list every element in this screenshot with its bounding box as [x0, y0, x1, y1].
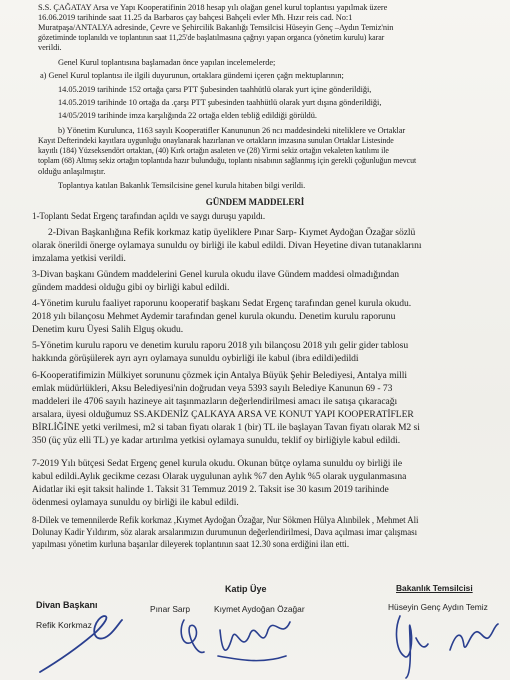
agenda-heading: GÜNDEM MADDELERİ — [205, 197, 305, 207]
bakanlik-title: Bakanlık Temsilcisi — [396, 583, 473, 593]
item-2-line-3: imzalama yetkisi verildi. — [32, 253, 126, 264]
katip-name-2: Kıymet Aydoğan Özağar — [214, 604, 305, 614]
handwritten-signatures — [0, 560, 510, 680]
item-4-line-2: 2018 yılı bilançosu Mehmet Aydemir tarafından genel kurula okundu. Denetim kurulu raporunu — [32, 311, 396, 322]
item-8-line-1: 8-Dilek ve temennilerde Refik korkmaz ,Kıymet Aydoğan Özağar, Nur Sökmen Hülya Alınbilek , Mehmet Ali — [32, 515, 419, 525]
prep-line-1: Genel Kurul toplantısına başlamadan önce yapılan incelemelerde; — [58, 58, 276, 67]
prep-line-3: 14.05.2019 tarihinde 152 ortağa çarsı PTT Şubesinden taahhütlü olarak yurt içine gönderildiği, — [58, 85, 372, 94]
prep-line-6: b) Yönetim Kurulunca, 1163 sayılı Kooperatifler Kanununun 26 ncı maddesindeki niteliklere ve Ortaklar — [58, 126, 406, 135]
item-3-line-2: gündem maddesi olduğu gibi oy birliği kabul edildi. — [32, 282, 230, 293]
prep-line-4: 14.05.2019 tarihinde 10 ortağa da .çarşı PTT şubesinden taahhütlü olarak yurt dışına gönderildiği, — [58, 98, 382, 107]
katip2-signature — [218, 622, 290, 661]
prep-line-5: 14/05/2019 tarihinde imza karşılığında 22 ortağa elden tebliğ edildiği görüldü. — [58, 111, 317, 120]
bakanlik-names: Hüseyin Genç Aydın Temiz — [388, 602, 488, 612]
item-6-line-6: 350 (üç yüz elli TL) ye kadar artırılma yetkisi oylamaya sunuldu, teklif oy birliğiyle kabul edildi. — [32, 435, 401, 446]
item-8-line-2: Dolunay Kadir Yıldırım, söz alarak arsalarımızın durumunun değerlendirilmesi, Dava açılması imar çalışması — [32, 527, 417, 537]
item-7-line-2: kabul edildi.Aylık gecikme cezası Olarak uygulunan aylık %7 den Aylık %5 olarak uygulanmasına — [32, 471, 407, 482]
item-8-line-3: yapılması yönetim kurluna başarılar dileyerek toplantının saat 12.30 sona erdiğini ilan etti. — [32, 539, 349, 549]
item-6-line-3: maddeleri ile 4706 sayılı hazineye ait taşınmazların değerlendirilmesi amacı ile satışa çıkaracağı — [32, 396, 398, 407]
item-6-line-2: emlak müdürlükleri, Aksu Belediyesi'nin doğrudan veya 5393 sayılı Belediye Kanunun 69 - 73 — [32, 383, 393, 394]
item-6-line-1: 6-Kooperatifimizin Mülkiyet sorununu çözmek için Antalya Büyük Şehir Belediyesi, Antalya milli — [32, 370, 407, 381]
item-7-line-4: ödenmesi oylamaya sunuldu oy birliği ile kabul edildi. — [32, 497, 239, 508]
item-5-line-2: hakkında görüşülerek ayrı ayrı oylamaya sunuldu oybirliği ile kabul (ibra edildi)edildi — [32, 353, 359, 364]
item-3-line-1: 3-Divan başkanı Gündem maddelerini Genel kurula okudu ilave Gündem maddesi olmadığından — [32, 269, 400, 280]
katip1-signature — [181, 620, 204, 652]
prep-line-11: Toplantıya katılan Bakanlık Temsilcisine genel kurula hitaben bilgi verildi. — [58, 181, 306, 190]
item-7-line-3: Aidatlar iki eşit taksit halinde 1. Taksit 31 Temmuz 2019 2. Taksit ise 30 kasım 2019 tarihinde — [32, 484, 389, 495]
intro-line-2: 16.06.2019 tarihinde saat 11.25 da Barbaros çay bahçesi Bahçeli evler Mh. Hızır reis cad. No:1 — [38, 13, 353, 22]
prep-line-8: kayıtlı (184) Yüzseksendört ortaktan, (40) Kırk ortağın asaleten ve (28) Yirmi sekiz ortağın vekaleten katılımı ile — [38, 146, 389, 155]
katip-name-1: Pınar Sarp — [150, 604, 191, 614]
item-6-line-5: BİRLİĞİNE yetki verilmesi, m2 si taban fiyatı olarak 1 (bir) TL ile başlayan Tavan fiyatı olarak M2 si — [32, 422, 420, 433]
intro-line-3: Muratpaşa/ANTALYA adresinde, Çevre ve Şehircilik Bakanlığı Temsilcisi Hüseyin Genç –Aydın Temiz'nin — [38, 23, 394, 32]
item-2-line-2: olarak önerildi önerge oylamaya sunuldu oy birliği ile kabul edildi. Divan Heyetine divan tutanaklarını — [32, 240, 422, 251]
divan-name: Refik Korkmaz — [36, 620, 92, 630]
katip-title: Katip Üye — [225, 584, 267, 594]
divan-signature — [40, 616, 122, 672]
bakanlik2-signature — [450, 624, 498, 650]
item-5-line-1: 5-Yönetim kurulu raporu ve denetim kurulu raporu 2018 yılı bilançosu 2018 yılı gelir gider tablosu — [32, 340, 409, 351]
prep-line-2: a) Genel Kurul toplantısı ile ilgili duyurunun, ortaklara gündemi içeren çağrı mektuplarının; — [40, 71, 344, 80]
divan-title: Divan Başkanı — [36, 600, 98, 610]
item-4-line-1: 4-Yönetim kurulu faaliyet raporunu kooperatif başkanı Sedat Ergenç tarafından genel kurula okudu. — [32, 298, 412, 309]
prep-line-7: Kayıt Defterindeki kayıtlara uygunluğu onaylanarak hazırlanan ve ortakların imzasına sunulan Ortaklar Listesinde — [38, 136, 394, 145]
item-7-line-1: 7-2019 Yılı bütçesi Sedat Ergenç genel kurula okudu. Okunan bütçe oylama sunuldu oy birliği ile — [32, 458, 403, 469]
item-2-line-1: 2-Divan Başkanlığına Refik korkmaz katip üyeliklere Pınar Sarp- Kıymet Aydoğan Özağar sözlü — [48, 227, 416, 238]
bakanlik1-signature — [397, 616, 428, 678]
intro-line-1: S.S. ÇAĞATAY Arsa ve Yapı Kooperatifinin 2018 hesap yılı olağan genel kurul toplantısı yapılmak üzere — [38, 3, 388, 12]
item-1: 1-Toplantı Sedat Ergenç tarafından açıldı ve saygı duruşu yapıldı. — [32, 211, 266, 221]
intro-line-5: verildi. — [38, 43, 62, 52]
prep-line-10: olduğu anlaşılmıştır. — [38, 167, 106, 176]
item-6-line-4: arsalara, üyesi olduğumuz SS.AKDENİZ ÇALKAYA ARSA VE KONUT YAPI KOOPERATİFLER — [32, 409, 414, 420]
item-4-line-3: Denetim kuru Üyesi Salih Elguş okudu. — [32, 324, 184, 335]
intro-line-4: gözetiminde toplanıldı ve toplantının saat 11,25'de başlatılmasına çağrıyı yapan organca (yönetim kurulu) karar — [38, 33, 385, 42]
prep-line-9: toplam (68) Altmış sekiz ortağın toplantıda hazır bulunduğu, toplantı nisabının sağlanmış için gerekli çoğunluğun mevcut — [38, 156, 417, 165]
